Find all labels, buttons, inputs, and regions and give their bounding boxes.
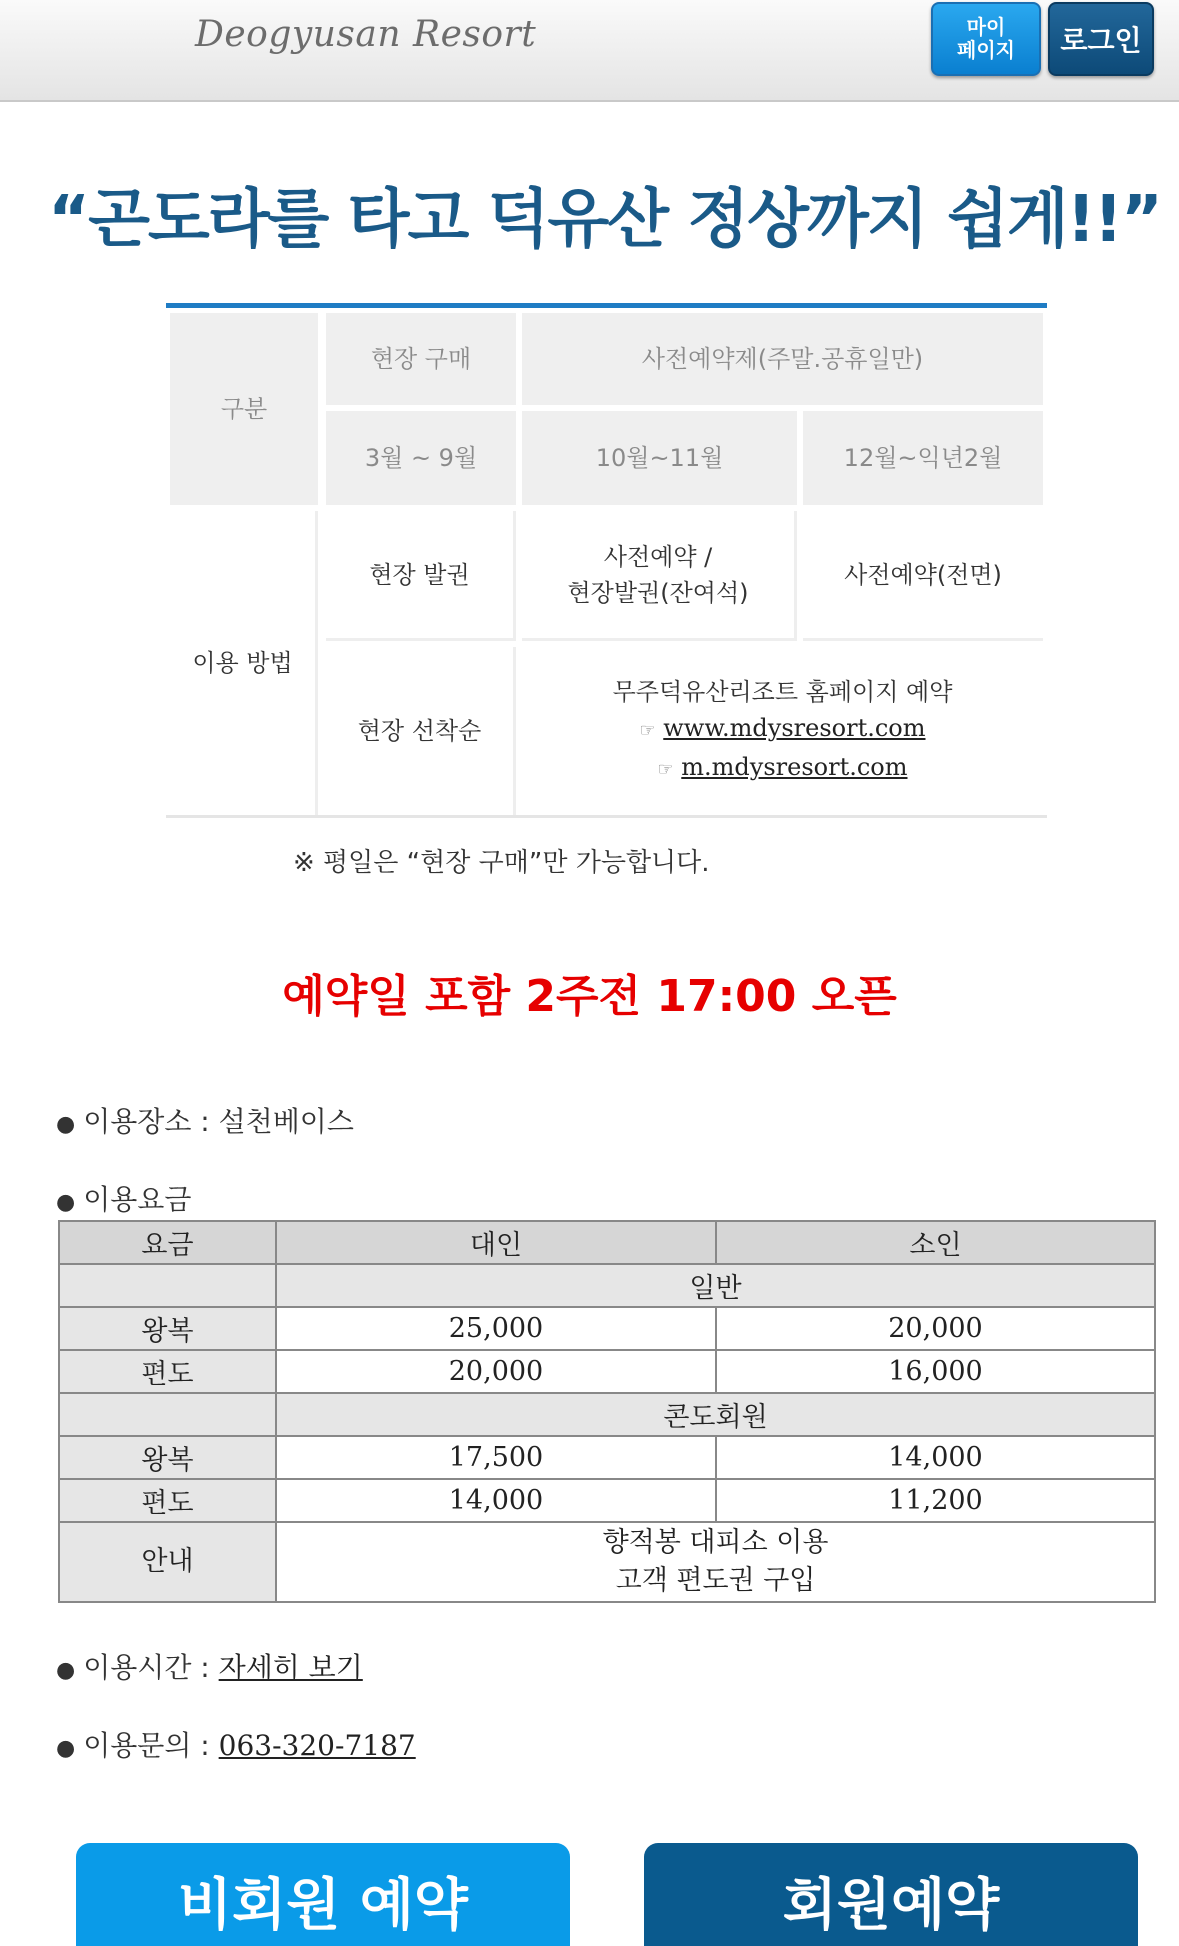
adult-fee-cell: 20,000 [276, 1350, 716, 1393]
table-row [59, 1264, 1155, 1307]
time-details-link[interactable]: 자세히 보기 [218, 1651, 363, 1684]
fee-header-adult: 대인 [276, 1221, 716, 1264]
hand-pointer-icon: ☞ [657, 759, 674, 780]
fee-type-cell: 편도 [59, 1350, 276, 1393]
usage-method-table [166, 303, 1047, 781]
login-button[interactable]: 로그인 [1048, 2, 1154, 76]
weekday-note: ※ 평일은 “현장 구매”만 가능합니다. [293, 848, 710, 878]
member-reservation-button[interactable]: 회원예약 [644, 1843, 1138, 1946]
homepage-reserve-text: 무주덕유산리조트 홈페이지 예약 [612, 678, 953, 706]
child-fee-cell: 11,200 [716, 1479, 1155, 1522]
general-section-header: 일반 [276, 1264, 1155, 1307]
fee-label: 이용요금 [83, 1183, 192, 1216]
bullet-icon: ● [56, 1658, 76, 1683]
nonmember-reservation-button[interactable]: 비회원 예약 [76, 1843, 570, 1946]
location-info [56, 1100, 354, 1140]
fee-info [56, 1178, 191, 1218]
child-fee-cell: 20,000 [716, 1307, 1155, 1350]
onsite-purchase-header: 현장 구매 [326, 313, 516, 405]
inquiry-label: 이용문의 : [83, 1729, 219, 1762]
bullet-icon: ● [56, 1112, 76, 1137]
table-bottom-rule [166, 815, 1047, 818]
guide-line1: 향적봉 대피소 이용 [602, 1527, 829, 1558]
condo-section-header: 콘도회원 [276, 1393, 1155, 1436]
fee-type-cell: 편도 [59, 1479, 276, 1522]
blank-cell [59, 1393, 276, 1436]
period-2-header: 10월~11월 [522, 411, 797, 505]
table-accent-bar [166, 303, 1047, 308]
table-row [59, 1221, 1155, 1264]
reserve-or-onsite-cell [522, 511, 797, 641]
first-come-cell: 현장 선착순 [326, 647, 516, 815]
child-fee-cell: 16,000 [716, 1350, 1155, 1393]
table-row [59, 1522, 1155, 1602]
site-header [0, 0, 1179, 102]
fee-header-type: 요금 [59, 1221, 276, 1264]
period-3-header: 12월~익년2월 [803, 411, 1043, 505]
resort-logo[interactable]: Deogyusan Resort [195, 14, 537, 55]
fee-type-cell: 왕복 [59, 1307, 276, 1350]
guide-cell [276, 1522, 1155, 1602]
table-row [59, 1307, 1155, 1350]
fee-table [58, 1220, 1156, 1603]
guide-line2: 고객 편도권 구입 [615, 1565, 816, 1596]
homepage-reserve-cell [522, 647, 1043, 815]
mobile-website-link[interactable]: m.mdysresort.com [681, 753, 908, 781]
bullet-icon: ● [56, 1190, 76, 1215]
guide-label: 안내 [59, 1522, 276, 1602]
blank-cell [59, 1264, 276, 1307]
mypage-button[interactable] [931, 2, 1041, 76]
table-row [59, 1436, 1155, 1479]
child-fee-cell: 14,000 [716, 1436, 1155, 1479]
adult-fee-cell: 25,000 [276, 1307, 716, 1350]
mypage-label-line2: 페이지 [957, 38, 1015, 62]
inquiry-phone-link[interactable]: 063-320-7187 [218, 1729, 416, 1762]
adult-fee-cell: 17,500 [276, 1436, 716, 1479]
reservation-open-notice: 예약일 포함 2주전 17:00 오픈 [282, 971, 897, 1022]
bullet-icon: ● [56, 1736, 76, 1761]
onsite-ticketing-cell: 현장 발권 [326, 511, 516, 641]
time-info [56, 1646, 363, 1686]
category-header: 구분 [170, 313, 318, 505]
table-row [59, 1393, 1155, 1436]
reserve-or-onsite-line2: 현장발권(잔여석) [567, 578, 749, 607]
reserve-or-onsite-line1: 사전예약 / [603, 542, 713, 571]
table-row [59, 1479, 1155, 1522]
reservation-system-header: 사전예약제(주말.공휴일만) [522, 313, 1043, 405]
hand-pointer-icon: ☞ [639, 720, 656, 741]
website-link[interactable]: www.mdysresort.com [663, 714, 926, 742]
reserve-full-cell: 사전예약(전면) [803, 511, 1043, 641]
inquiry-info [56, 1724, 416, 1764]
page-headline: “곤도라를 타고 덕유산 정상까지 쉽게!!” [48, 183, 1161, 257]
mypage-label-line1: 마이 [966, 15, 1006, 39]
period-1-header: 3월 ~ 9월 [326, 411, 516, 505]
location-text: 이용장소 : 설천베이스 [83, 1105, 354, 1138]
fee-type-cell: 왕복 [59, 1436, 276, 1479]
fee-header-child: 소인 [716, 1221, 1155, 1264]
time-label: 이용시간 : [83, 1651, 219, 1684]
table-row [59, 1350, 1155, 1393]
adult-fee-cell: 14,000 [276, 1479, 716, 1522]
usage-method-label: 이용 방법 [170, 511, 318, 815]
